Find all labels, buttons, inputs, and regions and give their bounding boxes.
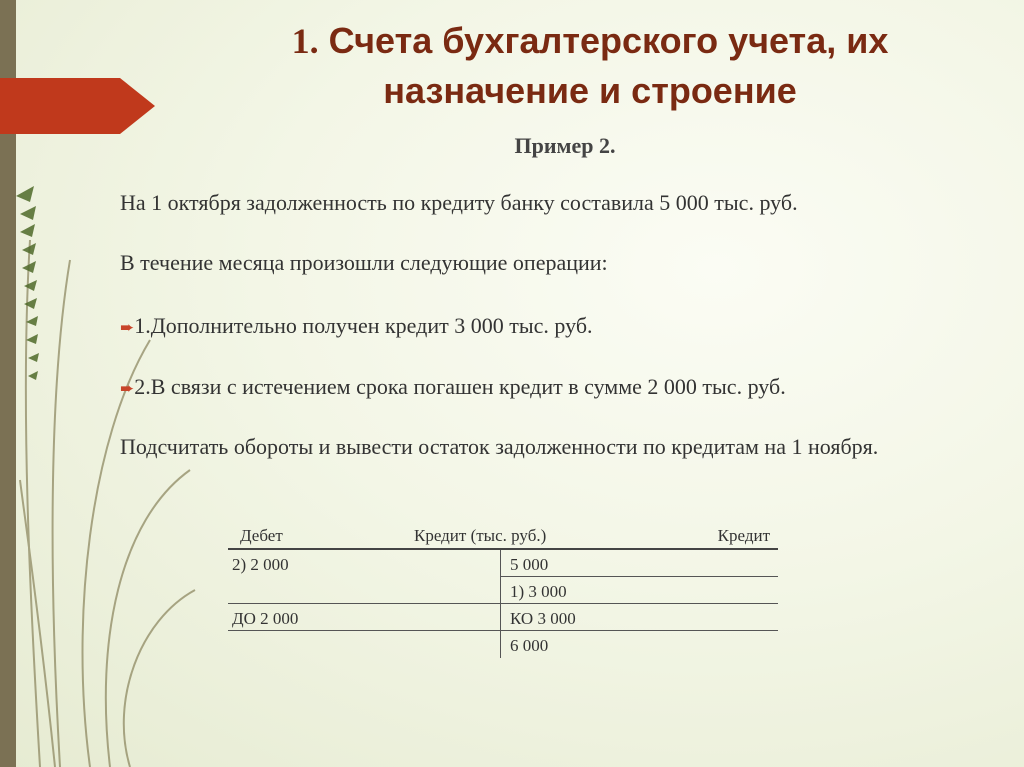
operation-item-2 [120,374,786,400]
credit-cell: 1) 3 000 [510,582,567,601]
operation-1-text: 1.Дополнительно получен кредит 3 000 тыс. руб. [134,313,593,338]
credit-cell: 5 000 [510,555,549,574]
t-account-header [228,522,778,550]
header-account-name: Кредит (тыс. руб.) [414,526,547,545]
title-text: Счета бухгалтерского учета, их назначение и строение [328,20,889,111]
header-credit: Кредит [717,526,770,545]
debit-cell: 2) 2 000 [232,555,289,574]
table-row [228,550,778,577]
debit-turnover-cell: ДО 2 000 [232,609,299,628]
table-row [228,604,778,631]
arrow-bullet-icon: ➨ [120,379,135,399]
paragraph-task: Подсчитать обороты и вывести остаток задолженности по кредитам на 1 ноября. [120,434,879,459]
title-number: 1. [291,21,319,61]
table-row [228,577,778,604]
t-account-table [228,522,778,658]
arrow-bullet-icon: ➨ [120,318,135,338]
operation-item-1 [120,313,593,339]
t-account-body [228,550,778,658]
paragraph-initial-balance: На 1 октября задолженность по кредиту банку составила 5 000 тыс. руб. [120,190,798,215]
operation-2-text: 2.В связи с истечением срока погашен кредит в сумме 2 000 тыс. руб. [134,374,786,399]
paragraph-operations-intro: В течение месяца произошли следующие операции: [120,250,608,275]
slide-title [190,16,990,116]
title-arrow-banner [0,78,155,134]
header-debit: Дебет [240,526,283,545]
closing-balance-cell: 6 000 [510,636,549,655]
credit-turnover-cell: КО 3 000 [510,609,576,628]
example-subtitle: Пример 2. [514,133,616,158]
table-row [228,631,778,658]
